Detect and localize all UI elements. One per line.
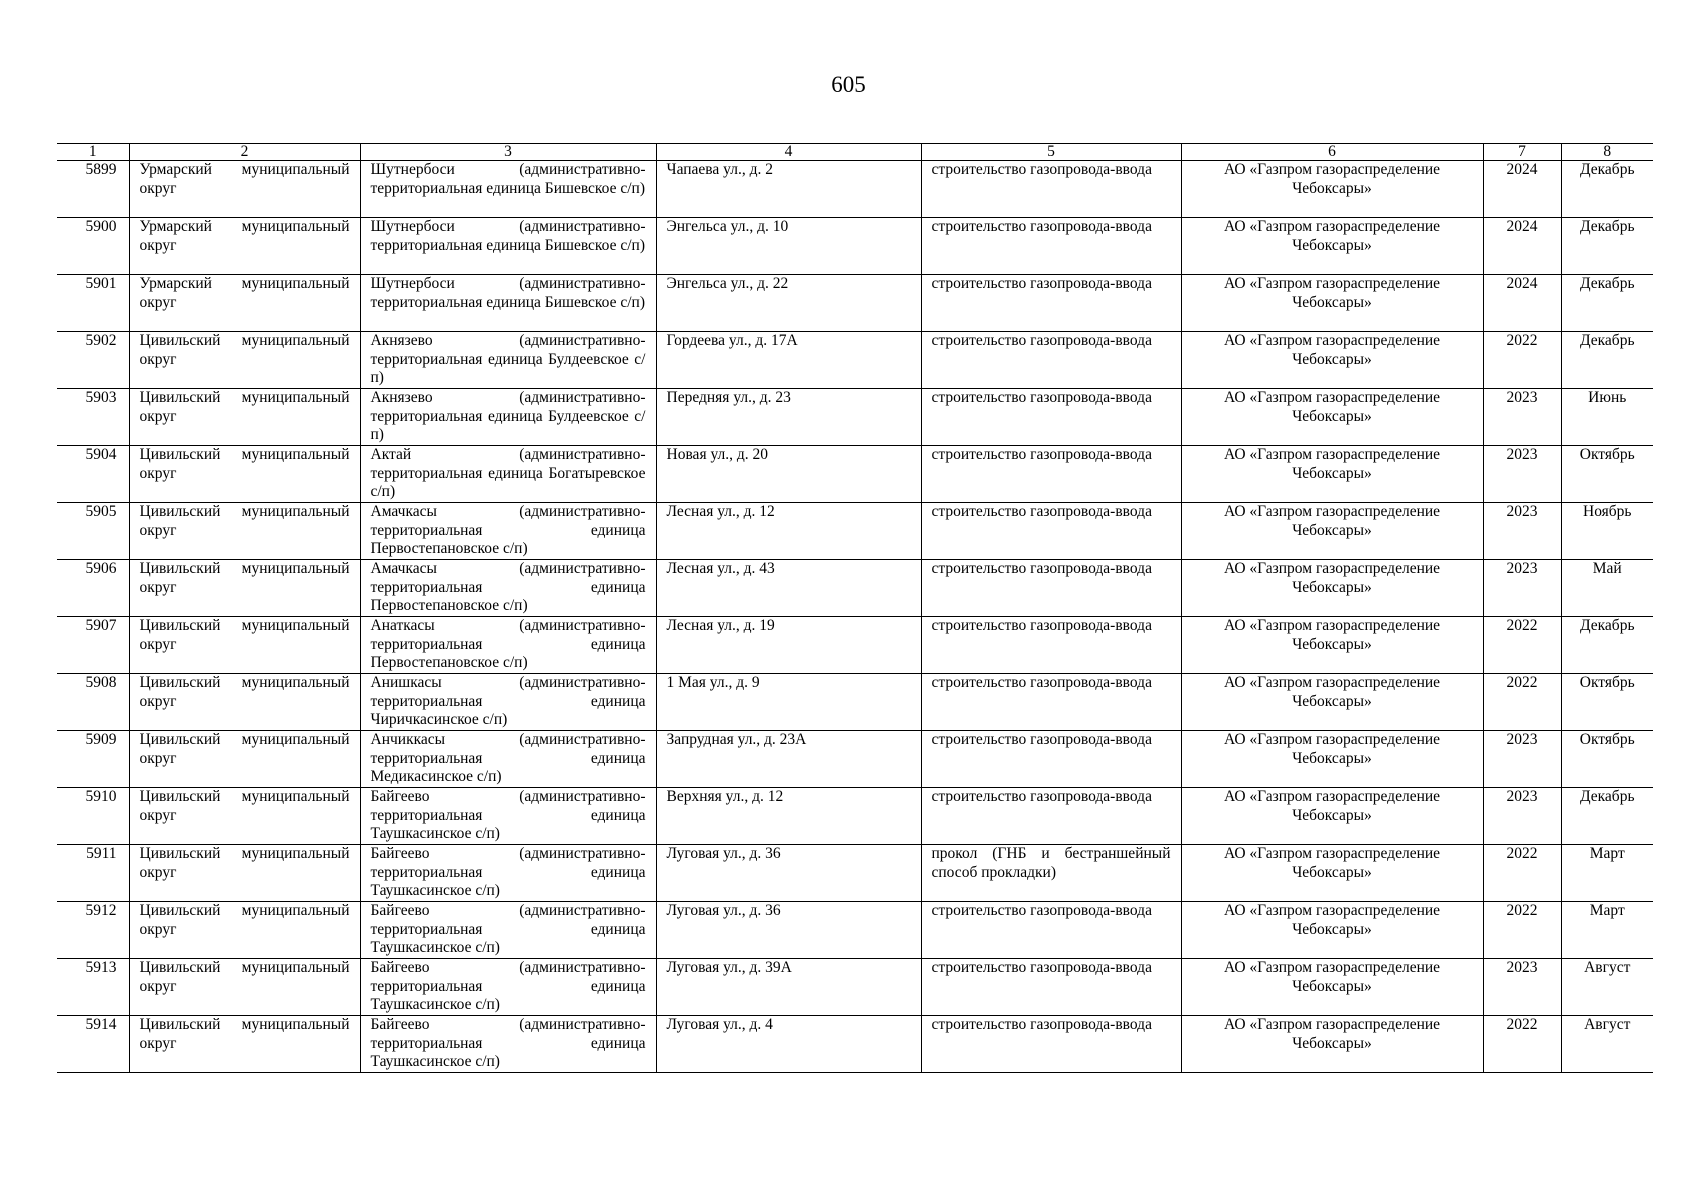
organization-cell: АО «Газпром газораспределение Чебоксары» [1181, 674, 1483, 731]
year-cell: 2022 [1483, 332, 1561, 389]
month-cell: Октябрь [1561, 446, 1653, 503]
district-cell: Цивильский муниципальный округ [129, 674, 360, 731]
work-type-cell: строительство газопровода-ввода [921, 902, 1181, 959]
year-cell: 2024 [1483, 275, 1561, 332]
settlement-cell: Анчиккасы (административно-территориальная единица Медикасинское с/п) [360, 731, 656, 788]
work-type-cell: строительство газопровода-ввода [921, 731, 1181, 788]
address-cell: Луговая ул., д. 39А [656, 959, 921, 1016]
work-type-cell: строительство газопровода-ввода [921, 446, 1181, 503]
address-cell: Лесная ул., д. 43 [656, 560, 921, 617]
work-type-cell: строительство газопровода-ввода [921, 617, 1181, 674]
month-cell: Декабрь [1561, 218, 1653, 275]
month-cell: Октябрь [1561, 731, 1653, 788]
district-cell: Цивильский муниципальный округ [129, 503, 360, 560]
settlement-cell: Амачкасы (административно-территориальная единица Первостепановское с/п) [360, 560, 656, 617]
settlement-cell: Байгеево (административно-территориальная единица Таушкасинское с/п) [360, 788, 656, 845]
district-cell: Цивильский муниципальный округ [129, 560, 360, 617]
organization-cell: АО «Газпром газораспределение Чебоксары» [1181, 788, 1483, 845]
table-row [57, 1016, 1653, 1073]
organization-cell: АО «Газпром газораспределение Чебоксары» [1181, 332, 1483, 389]
organization-cell: АО «Газпром газораспределение Чебоксары» [1181, 1016, 1483, 1073]
district-cell: Цивильский муниципальный округ [129, 788, 360, 845]
table-row [57, 218, 1653, 275]
work-type-cell: прокол (ГНБ и бестраншейный способ прокладки) [921, 845, 1181, 902]
address-cell: Запрудная ул., д. 23А [656, 731, 921, 788]
address-cell: Энгельса ул., д. 22 [656, 275, 921, 332]
district-cell: Цивильский муниципальный округ [129, 959, 360, 1016]
month-cell: Март [1561, 902, 1653, 959]
work-type-cell: строительство газопровода-ввода [921, 560, 1181, 617]
row-number-cell: 5911 [57, 845, 129, 902]
district-cell: Цивильский муниципальный округ [129, 332, 360, 389]
year-cell: 2023 [1483, 446, 1561, 503]
month-cell: Декабрь [1561, 332, 1653, 389]
row-number-cell: 5910 [57, 788, 129, 845]
organization-cell: АО «Газпром газораспределение Чебоксары» [1181, 560, 1483, 617]
month-cell: Декабрь [1561, 788, 1653, 845]
work-type-cell: строительство газопровода-ввода [921, 275, 1181, 332]
column-header: 8 [1561, 144, 1653, 161]
address-cell: Лесная ул., д. 12 [656, 503, 921, 560]
row-number-cell: 5913 [57, 959, 129, 1016]
district-cell: Цивильский муниципальный округ [129, 389, 360, 446]
settlement-cell: Шутнербоси (административно-территориальная единица Бишевское с/п) [360, 161, 656, 218]
table-row [57, 332, 1653, 389]
column-header: 7 [1483, 144, 1561, 161]
month-cell: Август [1561, 1016, 1653, 1073]
row-number-cell: 5912 [57, 902, 129, 959]
address-cell: Передняя ул., д. 23 [656, 389, 921, 446]
row-number-cell: 5900 [57, 218, 129, 275]
row-number-cell: 5914 [57, 1016, 129, 1073]
district-cell: Урмарский муниципальный округ [129, 218, 360, 275]
year-cell: 2023 [1483, 503, 1561, 560]
column-header: 4 [656, 144, 921, 161]
table-row [57, 959, 1653, 1016]
organization-cell: АО «Газпром газораспределение Чебоксары» [1181, 617, 1483, 674]
year-cell: 2024 [1483, 161, 1561, 218]
row-number-cell: 5903 [57, 389, 129, 446]
address-cell: Верхняя ул., д. 12 [656, 788, 921, 845]
address-cell: Луговая ул., д. 36 [656, 845, 921, 902]
year-cell: 2023 [1483, 560, 1561, 617]
row-number-cell: 5902 [57, 332, 129, 389]
month-cell: Март [1561, 845, 1653, 902]
district-cell: Цивильский муниципальный округ [129, 731, 360, 788]
work-type-cell: строительство газопровода-ввода [921, 389, 1181, 446]
year-cell: 2023 [1483, 788, 1561, 845]
row-number-cell: 5908 [57, 674, 129, 731]
year-cell: 2023 [1483, 959, 1561, 1016]
settlement-cell: Байгеево (административно-территориальная единица Таушкасинское с/п) [360, 1016, 656, 1073]
settlement-cell: Шутнербоси (административно-территориальная единица Бишевское с/п) [360, 218, 656, 275]
organization-cell: АО «Газпром газораспределение Чебоксары» [1181, 218, 1483, 275]
year-cell: 2022 [1483, 902, 1561, 959]
work-type-cell: строительство газопровода-ввода [921, 674, 1181, 731]
table-row [57, 560, 1653, 617]
column-header: 6 [1181, 144, 1483, 161]
organization-cell: АО «Газпром газораспределение Чебоксары» [1181, 845, 1483, 902]
district-cell: Цивильский муниципальный округ [129, 1016, 360, 1073]
table-row [57, 674, 1653, 731]
address-cell: Чапаева ул., д. 2 [656, 161, 921, 218]
row-number-cell: 5899 [57, 161, 129, 218]
year-cell: 2022 [1483, 617, 1561, 674]
year-cell: 2022 [1483, 845, 1561, 902]
row-number-cell: 5907 [57, 617, 129, 674]
settlement-cell: Шутнербоси (административно-территориальная единица Бишевское с/п) [360, 275, 656, 332]
month-cell: Май [1561, 560, 1653, 617]
column-header: 5 [921, 144, 1181, 161]
address-cell: Луговая ул., д. 4 [656, 1016, 921, 1073]
district-cell: Цивильский муниципальный округ [129, 845, 360, 902]
work-type-cell: строительство газопровода-ввода [921, 959, 1181, 1016]
settlement-cell: Байгеево (административно-территориальная единица Таушкасинское с/п) [360, 959, 656, 1016]
row-number-cell: 5901 [57, 275, 129, 332]
month-cell: Август [1561, 959, 1653, 1016]
table-row [57, 617, 1653, 674]
settlement-cell: Актай (административно-территориальная единица Богатыревское с/п) [360, 446, 656, 503]
month-cell: Октябрь [1561, 674, 1653, 731]
table-row [57, 503, 1653, 560]
gas-pipeline-table [57, 143, 1653, 1073]
address-cell: Новая ул., д. 20 [656, 446, 921, 503]
settlement-cell: Анаткасы (административно-территориальная единица Первостепановское с/п) [360, 617, 656, 674]
settlement-cell: Байгеево (административно-территориальная единица Таушкасинское с/п) [360, 902, 656, 959]
organization-cell: АО «Газпром газораспределение Чебоксары» [1181, 389, 1483, 446]
table-row [57, 275, 1653, 332]
table-body [57, 161, 1653, 1073]
month-cell: Декабрь [1561, 161, 1653, 218]
table-row [57, 788, 1653, 845]
district-cell: Цивильский муниципальный округ [129, 617, 360, 674]
table-row [57, 731, 1653, 788]
column-header: 3 [360, 144, 656, 161]
address-cell: Лесная ул., д. 19 [656, 617, 921, 674]
month-cell: Ноябрь [1561, 503, 1653, 560]
row-number-cell: 5909 [57, 731, 129, 788]
settlement-cell: Акнязево (административно-территориальная единица Булдеевское с/п) [360, 332, 656, 389]
table-row [57, 161, 1653, 218]
settlement-cell: Байгеево (административно-территориальная единица Таушкасинское с/п) [360, 845, 656, 902]
settlement-cell: Акнязево (административно-территориальная единица Булдеевское с/п) [360, 389, 656, 446]
organization-cell: АО «Газпром газораспределение Чебоксары» [1181, 503, 1483, 560]
organization-cell: АО «Газпром газораспределение Чебоксары» [1181, 161, 1483, 218]
row-number-cell: 5904 [57, 446, 129, 503]
work-type-cell: строительство газопровода-ввода [921, 218, 1181, 275]
table-row [57, 902, 1653, 959]
row-number-cell: 5906 [57, 560, 129, 617]
column-header: 2 [129, 144, 360, 161]
table-row [57, 389, 1653, 446]
district-cell: Урмарский муниципальный округ [129, 161, 360, 218]
organization-cell: АО «Газпром газораспределение Чебоксары» [1181, 731, 1483, 788]
year-cell: 2022 [1483, 1016, 1561, 1073]
work-type-cell: строительство газопровода-ввода [921, 788, 1181, 845]
organization-cell: АО «Газпром газораспределение Чебоксары» [1181, 446, 1483, 503]
year-cell: 2024 [1483, 218, 1561, 275]
column-number-row [57, 144, 1653, 161]
organization-cell: АО «Газпром газораспределение Чебоксары» [1181, 959, 1483, 1016]
table-row [57, 446, 1653, 503]
organization-cell: АО «Газпром газораспределение Чебоксары» [1181, 275, 1483, 332]
work-type-cell: строительство газопровода-ввода [921, 503, 1181, 560]
address-cell: Луговая ул., д. 36 [656, 902, 921, 959]
month-cell: Декабрь [1561, 617, 1653, 674]
year-cell: 2022 [1483, 674, 1561, 731]
district-cell: Цивильский муниципальный округ [129, 446, 360, 503]
organization-cell: АО «Газпром газораспределение Чебоксары» [1181, 902, 1483, 959]
address-cell: 1 Мая ул., д. 9 [656, 674, 921, 731]
district-cell: Цивильский муниципальный округ [129, 902, 360, 959]
settlement-cell: Анишкасы (административно-территориальная единица Чиричкасинское с/п) [360, 674, 656, 731]
year-cell: 2023 [1483, 731, 1561, 788]
month-cell: Декабрь [1561, 275, 1653, 332]
table-row [57, 845, 1653, 902]
address-cell: Гордеева ул., д. 17А [656, 332, 921, 389]
address-cell: Энгельса ул., д. 10 [656, 218, 921, 275]
work-type-cell: строительство газопровода-ввода [921, 332, 1181, 389]
work-type-cell: строительство газопровода-ввода [921, 161, 1181, 218]
district-cell: Урмарский муниципальный округ [129, 275, 360, 332]
column-header: 1 [57, 144, 129, 161]
page-number: 605 [831, 72, 866, 97]
row-number-cell: 5905 [57, 503, 129, 560]
year-cell: 2023 [1483, 389, 1561, 446]
month-cell: Июнь [1561, 389, 1653, 446]
work-type-cell: строительство газопровода-ввода [921, 1016, 1181, 1073]
settlement-cell: Амачкасы (административно-территориальная единица Первостепановское с/п) [360, 503, 656, 560]
